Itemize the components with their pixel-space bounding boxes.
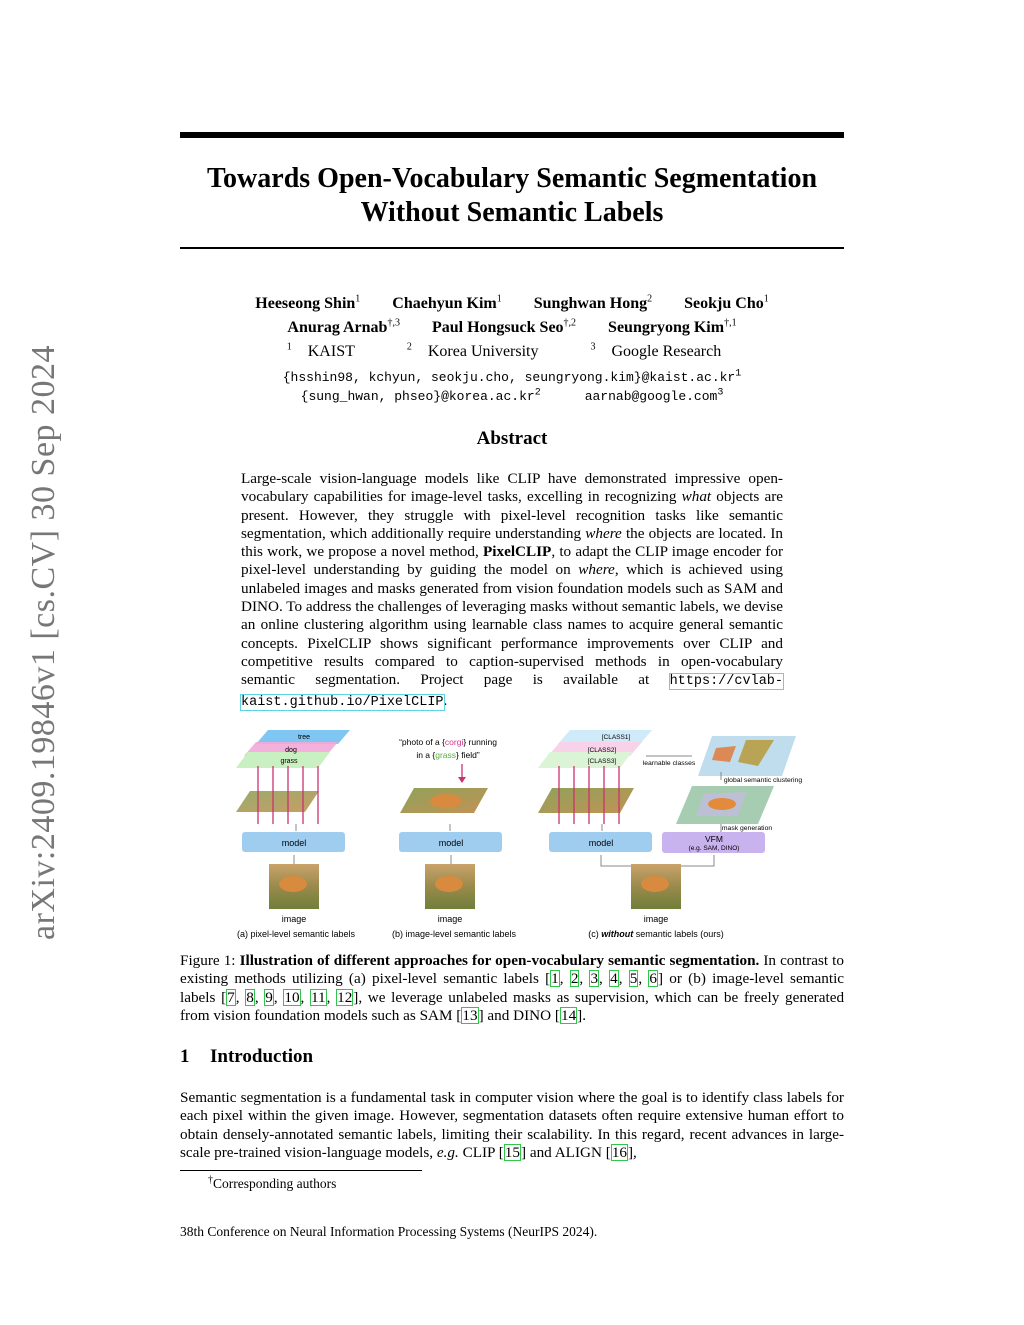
panel-b-caption: (b) image-level semantic labels	[391, 929, 517, 939]
mask-generation-label: mask generation	[721, 825, 773, 832]
arrow-head	[458, 777, 466, 783]
label-grass: grass	[280, 758, 298, 765]
footnote-rule	[180, 1170, 422, 1171]
citation-link[interactable]: 16	[611, 1143, 627, 1161]
model-label: model	[438, 838, 464, 848]
author: Anurag Arnab$^{\dagger,3}$	[287, 317, 400, 336]
learnable-classes-label: learnable classes	[642, 760, 696, 767]
vfm-label: VFM	[705, 834, 723, 844]
intro-paragraph: Semantic segmentation is a fundamental task in computer vision where the goal is to identify class labels for each pixel within the given image. However, segmentation datasets often require extensive human effort to obtain densely-annotated semantic labels, limiting their scalability. In this regard, recent advances in large-scale pre-trained vision-language models, e.g. CLIP [15] and ALIGN [16],	[180, 1089, 844, 1161]
citation-link[interactable]: 4	[610, 970, 618, 988]
label-tree: tree	[297, 734, 311, 741]
image-label: image	[437, 914, 463, 924]
citation-link[interactable]: 13	[462, 1006, 478, 1024]
author: Seokju Cho$^1$	[684, 293, 769, 312]
citation-link[interactable]: 10	[284, 988, 300, 1006]
footnote: †Corresponding authors	[208, 1174, 337, 1191]
conference-note: 38th Conference on Neural Information Processing Systems (NeurIPS 2024).	[180, 1224, 598, 1239]
class-plane-3	[538, 752, 632, 768]
corgi-shape	[279, 876, 307, 892]
section-title: Introduction	[210, 1046, 314, 1067]
class-3-label: [CLASS3]	[587, 758, 617, 765]
clustering-label: global semantic clustering	[723, 777, 803, 784]
affiliation: $^2$ Korea University	[406, 341, 539, 360]
citation-link[interactable]: 3	[590, 970, 599, 988]
model-label: model	[281, 838, 307, 848]
citation-link[interactable]: 6	[649, 970, 657, 988]
project-page-link[interactable]: https://cvlab-kaist.github.io/PixelCLIP	[241, 674, 783, 710]
abstract-body: Large-scale vision-language models like CLIP have demonstrated impressive open-vocabulary capabilities for image-level tasks, excelling in recognizing what objects are present. However, they struggle with pixel-level recognition tasks like semantic segmentation, which additionally require understanding where the objects are located. In this work, we propose a novel method, PixelCLIP, to adapt the CLIP image encoder for pixel-level understanding by guiding the model on where, which is achieved using unlabeled images and masks generated from vision foundation models such as SAM and DINO. To address the challenges of leveraging masks without semantic labels, we devise an online clustering algorithm using learnable class names to acquire general semantic concepts. PixelCLIP shows significant performance improvements over CLIP and competitive results compared to caption-supervised methods in open-vocabulary semantic segmentation. Project page is available at https://cvlab-kaist.github.io/PixelCLIP.	[241, 470, 784, 710]
author: Sunghwan Hong$^2$	[533, 293, 653, 312]
author: Paul Hongsuck Seo$^{\dagger,2}$	[431, 317, 577, 336]
citation-link[interactable]: 9	[265, 988, 273, 1006]
vfm-sub-label: (e.g. SAM, DINO)	[688, 845, 740, 852]
feature-plane	[236, 791, 319, 812]
corgi-shape	[708, 798, 736, 810]
figure-1	[226, 724, 826, 944]
affiliation: $^1$ KAIST	[286, 341, 355, 360]
corgi-shape	[641, 876, 669, 892]
top-rule	[180, 132, 844, 138]
panel-a	[236, 730, 356, 939]
class-1-label: [CLASS1]	[601, 734, 631, 741]
affiliation: $^3$ Google Research	[590, 341, 722, 360]
class-2-label: [CLASS2]	[587, 747, 617, 754]
arxiv-stamp: arXiv:2409.19846v1 [cs.CV] 30 Sep 2024	[25, 344, 62, 940]
panel-b	[392, 737, 517, 939]
citation-link[interactable]: 1	[551, 970, 559, 988]
text-prompt-line-2: in a {grass} field”	[416, 750, 480, 760]
affiliations	[180, 343, 844, 361]
image-label: image	[281, 914, 307, 924]
image-label: image	[643, 914, 669, 924]
figure-caption: Figure 1: Illustration of different approaches for open-vocabulary semantic segmentation. In contrast to existing methods utilizing (a) pixel-level semantic labels [1, 2, 3, 4, 5, 6] or (b) image-level semantic labels [7, 8, 9, 10, 11, 12], we leverage unlabeled masks as supervision, which can be freely generated from vision foundation models such as SAM [13] and DINO [14].	[180, 952, 845, 1024]
title-rule	[180, 247, 844, 249]
citation-link[interactable]: 7	[227, 988, 235, 1006]
corgi-shape	[430, 794, 462, 808]
authors-row-1	[180, 295, 844, 313]
citation-link[interactable]: 5	[629, 970, 638, 988]
text-prompt-line-1: “photo of a {corgi} running	[399, 737, 497, 747]
citation-link[interactable]: 12	[337, 988, 353, 1006]
author: Seungryong Kim$^{\dagger,1}$	[608, 317, 737, 336]
model-label: model	[588, 838, 614, 848]
citation-link[interactable]: 11	[311, 988, 326, 1006]
corgi-shape	[435, 876, 463, 892]
citation-link[interactable]: 8	[246, 988, 254, 1006]
email-line-2: {sung_hwan, $phseo\}@korea.ac.kr^2$ aarnab@google.com$^3$	[300, 387, 724, 404]
author: Heeseong Shin$^1$	[255, 293, 361, 312]
citation-link[interactable]: 15	[504, 1143, 520, 1161]
section-heading	[180, 1046, 313, 1068]
author: Chaehyun Kim$^1$	[392, 293, 502, 312]
panel-c	[538, 730, 802, 939]
paper-title	[180, 162, 844, 230]
panel-c-caption: (c) without semantic labels (ours)	[588, 929, 724, 939]
panel-a-caption: (a) pixel-level semantic labels	[236, 929, 356, 939]
citation-link[interactable]: 14	[560, 1006, 577, 1024]
citation-link[interactable]: 2	[570, 970, 579, 988]
label-dog: dog	[285, 747, 297, 754]
title-line-2: Without Semantic Labels	[360, 197, 664, 228]
email-line-1: {hsshin98, kchyun, seokju.cho, $seungryong.kim\}@kaist.ac.kr^1$	[282, 368, 742, 385]
title-line-1: Towards Open-Vocabulary Semantic Segmentation	[206, 163, 818, 194]
authors-row-2	[180, 319, 844, 337]
section-number: 1	[180, 1046, 190, 1067]
abstract-heading: Abstract	[476, 428, 548, 449]
